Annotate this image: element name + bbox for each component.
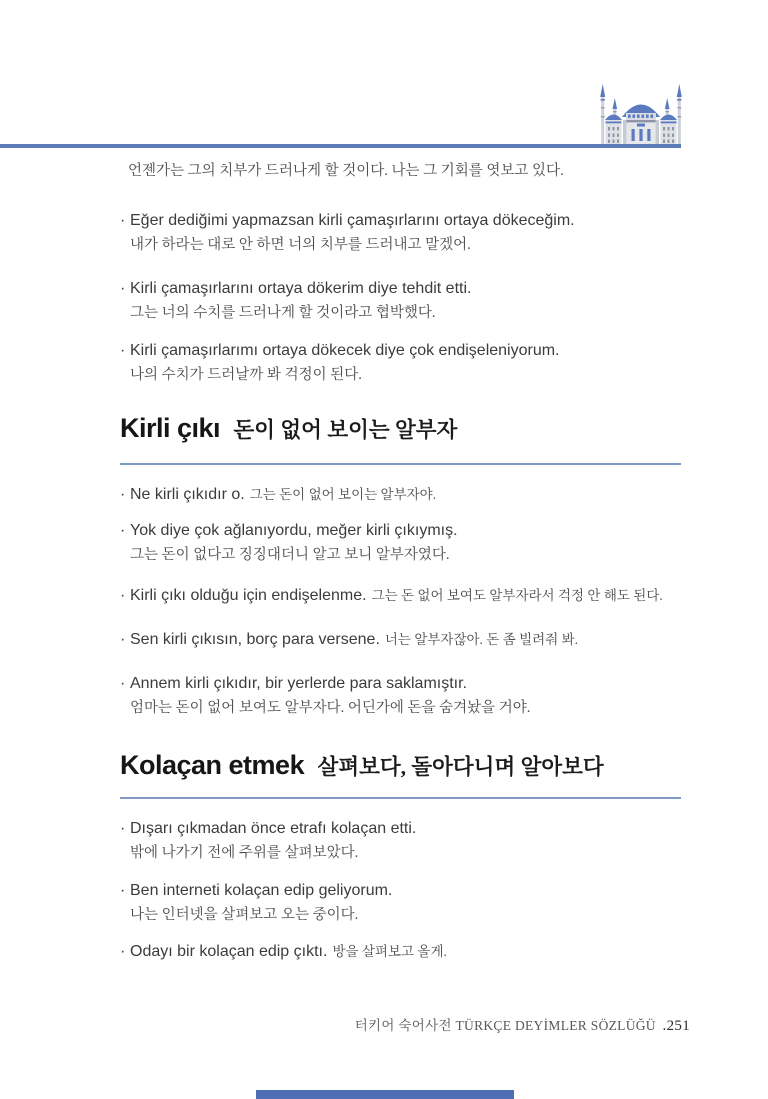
example-korean: 그는 돈이 없어 보이는 알부자야. [249,487,437,502]
example-korean: 엄마는 돈이 없어 보여도 알부자다. 어딘가에 돈을 숨겨놨을 거야. [130,700,531,716]
headword-meaning-korean: 돈이 없어 보이는 알부자 [233,418,458,442]
example-entry [120,880,681,925]
page-footer [355,1014,690,1035]
example-entry [120,520,681,565]
example-entry [120,629,681,651]
example-turkish: · Ben interneti kolaçan edip geliyorum. [120,880,681,902]
example-turkish-text: Ne kirli çıkıdır o. [130,486,245,503]
header-rule [0,144,681,148]
example-korean: 너는 알부자잖아. 돈 좀 빌려줘 봐. [384,632,579,647]
example-entry [120,818,681,863]
example-turkish: · Eğer dediğimi yapmazsan kirli çamaşırlarını ortaya dökeceğim. [120,210,681,232]
example-entry [120,340,681,385]
mosque-icon [597,80,685,144]
bottom-accent-bar [256,1090,514,1099]
example-turkish: · Annem kirli çıkıdır, bir yerlerde para saklamıştır. [120,673,681,695]
headword-meaning-korean: 살펴보다, 돌아다니며 알아보다 [317,755,604,779]
example-entry [120,673,681,718]
section-rule [120,797,681,799]
example-entry [120,941,681,963]
book-title-turkish: TÜRKÇE DEYİMLER SÖZLÜĞÜ [455,1018,656,1033]
intro-korean-line: 언젠가는 그의 치부가 드러나게 할 것이다. 나는 그 기회를 엿보고 있다. [128,163,564,179]
example-entry [120,585,681,607]
example-turkish: · Yok diye çok ağlanıyordu, meğer kirli çıkıymış. [120,520,681,542]
example-turkish: · Kirli çamaşırlarımı ortaya dökecek diye çok endişeleniyorum. [120,340,681,362]
example-turkish-text: Sen kirli çıkısın, borç para versene. [130,631,380,648]
section-heading [120,413,681,444]
headword-turkish: Kolaçan etmek [120,750,305,780]
example-turkish [120,585,681,607]
example-turkish: · Kirli çamaşırlarını ortaya dökerim diye tehdit etti. [120,278,681,300]
page-number: .251 [662,1018,690,1034]
example-entry [120,484,681,506]
example-turkish [120,941,681,963]
example-korean: 방을 살펴보고 올게. [332,944,447,959]
example-korean: 밖에 나가기 전에 주위를 살펴보았다. [130,845,359,861]
example-korean: 나의 수치가 드러날까 봐 걱정이 된다. [130,367,362,383]
example-korean: 나는 인터넷을 살펴보고 오는 중이다. [130,907,359,923]
example-turkish: · Dışarı çıkmadan önce etrafı kolaçan etti. [120,818,681,840]
book-title-korean: 터키어 숙어사전 [354,1018,452,1033]
example-korean: 그는 돈이 없다고 징징대더니 알고 보니 알부자였다. [130,547,450,563]
example-entry [120,278,681,323]
example-turkish-text: Kirli çıkı olduğu için endişelenme. [130,587,367,604]
example-korean: 내가 하라는 대로 안 하면 너의 치부를 드러내고 말겠어. [130,237,471,253]
example-korean: 그는 돈 없어 보여도 알부자라서 걱정 안 해도 된다. [371,588,663,603]
example-turkish [120,484,681,506]
example-entry [120,210,681,255]
section-rule [120,463,681,465]
example-turkish [120,629,681,651]
example-turkish-text: Odayı bir kolaçan edip çıktı. [130,943,328,960]
headword-turkish: Kirli çıkı [120,413,221,443]
example-korean: 그는 너의 수치를 드러나게 할 것이라고 협박했다. [130,305,436,321]
section-heading [120,750,681,781]
